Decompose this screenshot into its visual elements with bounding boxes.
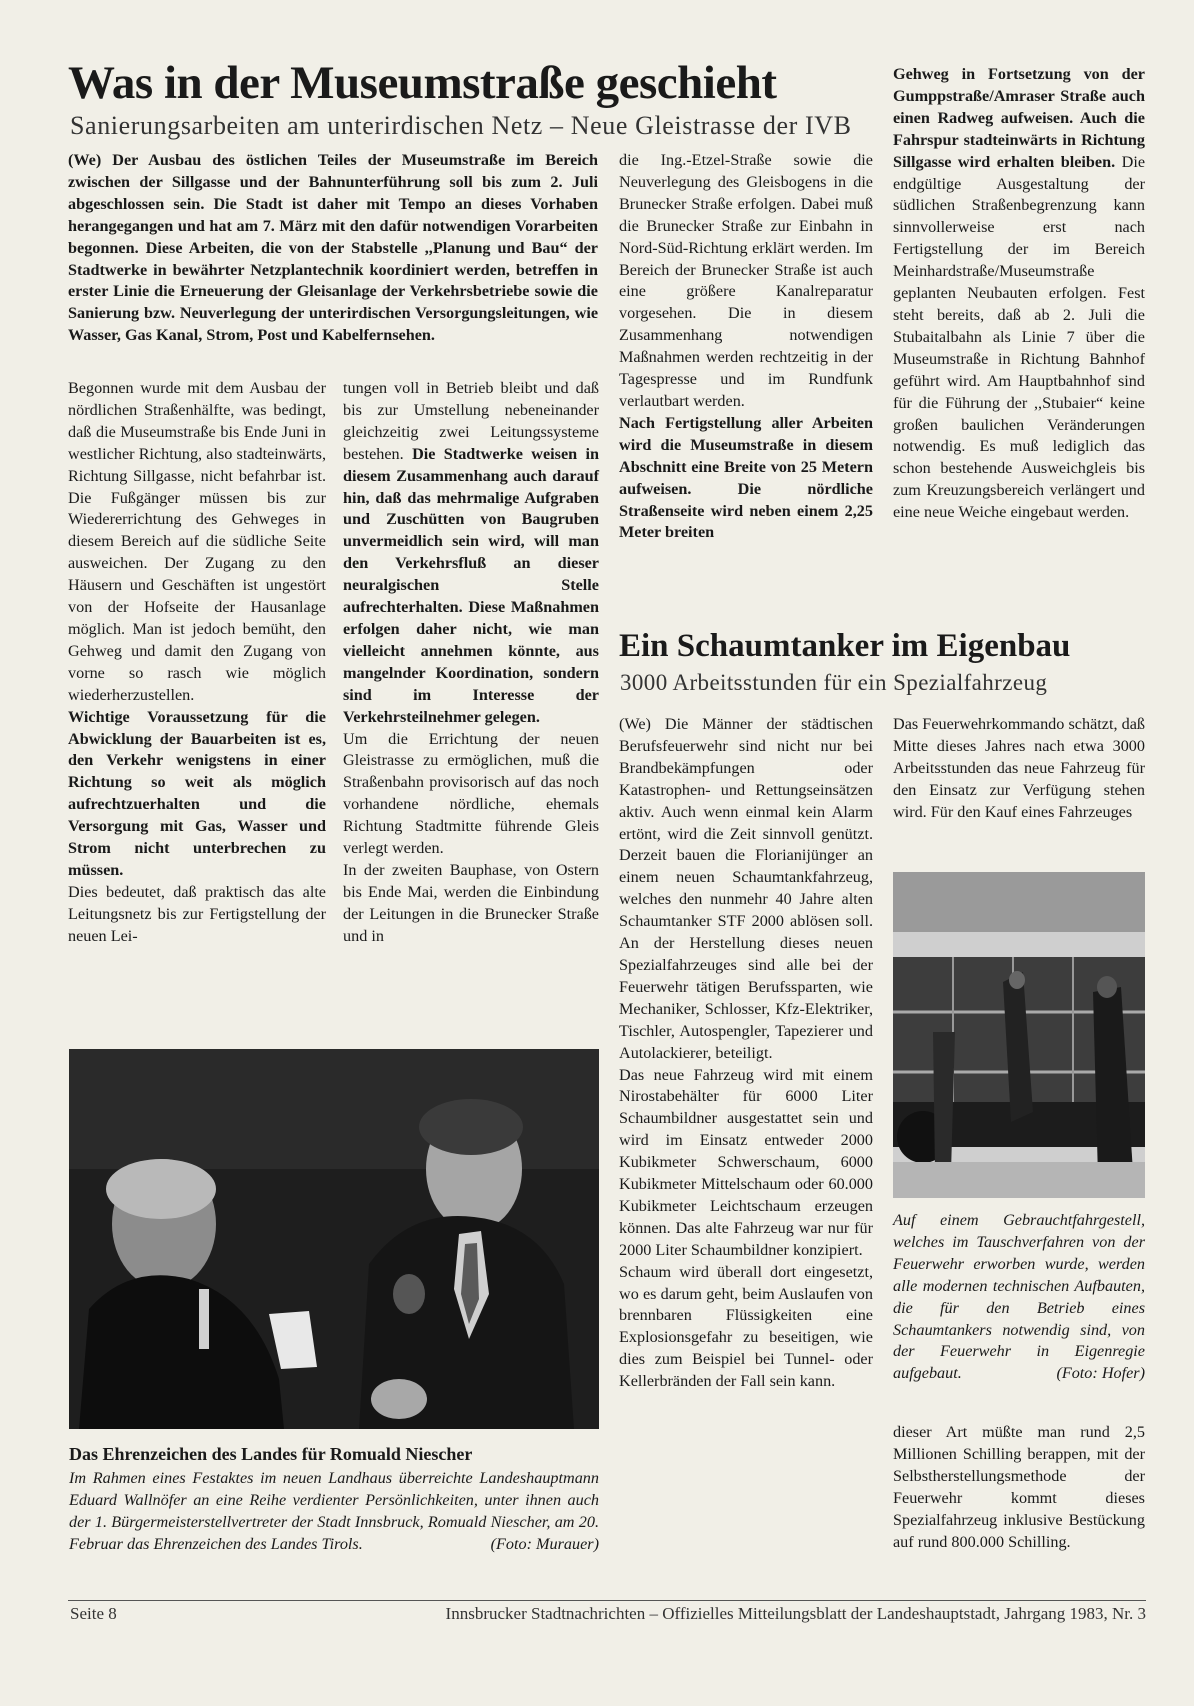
ceremony-photo-caption-text: Im Rahmen eines Festaktes im neuen Landhaus überreichte Landeshauptmann Eduard Wallnöfer an eine Reihe verdienter Persönlichkeiten, unter ihnen auch der 1. Bürgermeisterstellvertreter der Stadt Innsbruck, Romuald Niescher, am 20. Februar das Ehrenzeichen des Landes Tirols. <box>69 1469 599 1553</box>
article1-lead: (We) Der Ausbau des östlichen Teiles der Museumstraße im Bereich zwischen der Sillgasse und der Bahnunterführung soll bis zum 2. Juli abgeschlossen sein. Die Stadt ist daher mit Tempo an dieses Vorhaben herangegangen und hat am 7. März mit den dafür notwendigen Vorarbeiten begonnen. Diese Arbeiten, die von der Stabstelle ,,Planung und Bau“ der Stadtwerke in bewährter Netzplantechnik koordiniert werden, betreffen in erster Linie die Erneuerung der Gleisanlage der Verkehrsbetriebe sowie die Sanierung bzw. Neuverlegung der unterirdischen Versorgungsleitungen, wie Wasser, Gas Kanal, Strom, Post und Kabelfernsehen. <box>68 151 598 345</box>
article2-col1-paragraph: (We) Die Männer der städtischen Berufsfeuerwehr sind nicht nur bei Brandbekämpfungen oder Katastrophen- und Rettungseinsätzen aktiv. Auch wenn einmal kein Alarm ertönt, wird die Zeit sinnvoll genützt. Derzeit bauen die Florianijünger an einem neuen Schaumtankfahrzeug, welches den nunmehr 40 Jahre alten Schaumtanker STF 2000 ablösen soll. An der Herstellung dieses neuen Spezialfahrzeuges sind alle bei der Feuerwehr tätigen Berufssparten, wie Mechaniker, Schlosser, Kfz-Elektriker, Tischler, Autospengler, Tapezierer und Autolackierer, beteiligt. <box>619 715 873 1062</box>
article1-col1-bold-paragraph: Wichtige Voraussetzung für die Abwicklung der Bauarbeiten ist es, den Verkehr wenigstens in einer Richtung so weit als möglich aufrechtzuerhalten und die Versorgung mit Gas, Wasser und Strom nicht unterbrechen zu müssen. <box>68 707 326 879</box>
article2-column-1 <box>619 714 873 1393</box>
fire-truck-photo-caption <box>893 1210 1145 1385</box>
article1-col1-paragraph-2: Dies bedeutet, daß praktisch das alte Leitungsnetz bis zur Fertigstellung der neuen Lei- <box>68 882 326 945</box>
article2-column-2-bottom: dieser Art müßte man rund 2,5 Millionen Schilling berappen, mit der Selbstherstellungsmethode der Feuerwehr kommt dieses Spezialfahrzeug inklusive Bestückung auf rund 800.000 Schilling. <box>893 1423 1145 1551</box>
article2-headline: Ein Schaumtanker im Eigenbau <box>619 628 1071 664</box>
article1-col1-paragraph: Begonnen wurde mit dem Ausbau der nördlichen Straßenhälfte, was bedingt, daß die Museumstraße bis Ende Juni in westlicher Richtung, also stadteinwärts, Richtung Sillgasse, nicht befahrbar ist. Die Fußgänger müssen bis zur Wiedererrichtung des Gehweges in diesem Bereich auf die südliche Seite ausweichen. Der Zugang zu den Häusern und Geschäften ist ungestört von der Hofseite der Hausanlage möglich. Man ist jedoch bemüht, den Gehweg und damit den Zugang von vorne so rasch wie möglich wiederherzustellen. <box>68 379 326 704</box>
article2-col1-paragraph-2: Das neue Fahrzeug wird mit einem Nirostabehälter für 6000 Liter Schaumbildner ausgestattet sein und wird im Einsatz entweder 2000 Kubikmeter Schwerschaum, 6000 Kubikmeter Mittelschaum oder 60.000 Kubikmeter Leichtschaum erzeugen können. Das alte Fahrzeug war nur für 2000 Liter Schaumbildner konzipiert. <box>619 1065 873 1259</box>
ceremony-photo-credit: (Foto: Murauer) <box>490 1535 599 1553</box>
article1-column-2 <box>343 378 599 948</box>
footer-publication: Innsbrucker Stadtnachrichten – Offizielles Mitteilungsblatt der Landeshauptstadt, Jahrgang 1983, Nr. 3 <box>445 1604 1146 1623</box>
fire-truck-photo <box>893 872 1145 1198</box>
fire-truck-photo-illustration <box>893 872 1145 1198</box>
article2-col1-paragraph-3: Schaum wird überall dort eingesetzt, wo es darum geht, beim Auslaufen von brennbaren Flüssigkeiten eine Explosionsgefahr zu beseitigen, wie dies zum Beispiel bei Tunnel- oder Kellerbränden der Fall sein kann. <box>619 1262 873 1391</box>
article1-subhead: Sanierungsarbeiten am unterirdischen Netz – Neue Gleistrasse der IVB <box>70 111 852 140</box>
article1-col4-paragraph: Die endgültige Ausgestaltung der südlichen Straßenbegrenzung kann sinnvollerweise erst nach Fertigstellung der im Bereich Meinhardstraße/Museumstraße geplanten Neubauten erfolgen. Fest steht bereits, daß ab 2. Juli die Stubaitalbahn als Linie 7 über die Museumstraße in Richtung Bahnhof geführt wird. Am Hauptbahnhof sind für die Führung der ,,Stubaier“ keine großen baulichen Veränderungen notwendig. Es muß lediglich das schon bestehende Ausweichgleis bis zum Kreuzungsbereich verlängert und eine neue Weiche eingebaut werden. <box>893 152 1145 522</box>
ceremony-photo-caption-title: Das Ehrenzeichen des Landes für Romuald Niescher <box>69 1444 473 1464</box>
article1-column-3 <box>619 150 873 544</box>
article1-col2-bold-paragraph: Die Stadtwerke weisen in diesem Zusammenhang auch darauf hin, daß das mehrmalige Aufgraben und Zuschütten von Baugruben unvermeidlich sein wird, will man den Verkehrsfluß an dieser neuralgischen Stelle aufrechterhalten. Diese Maßnahmen erfolgen daher nicht, wie man vielleicht annehmen könnte, aus mangelnder Koordination, sondern sind im Interesse der Verkehrsteilnehmer gelegen. <box>343 444 600 726</box>
article2-subhead: 3000 Arbeitsstunden für ein Spezialfahrzeug <box>620 670 1048 695</box>
article1-headline: Was in der Museumstraße geschieht <box>68 57 777 109</box>
article1-col4-bold-paragraph: Gehweg in Fortsetzung von der Gumppstraße/Amraser Straße auch einen Radweg aufweisen. Auch die Fahrspur stadteinwärts in Richtung Sillgasse wird erhalten bleiben. <box>893 65 1145 171</box>
fire-truck-photo-caption-text: Auf einem Gebrauchtfahrgestell, welches im Tauschverfahren von der Feuerwehr erworben wurde, werden alle modernen technischen Aufbauten, die für den Betrieb eines Schaumtankers notwendig sind, von der Feuerwehr in Eigenregie aufgebaut. <box>893 1211 1145 1383</box>
article1-col3-bold-paragraph: Nach Fertigstellung aller Arbeiten wird die Museumstraße in diesem Abschnitt eine Breite von 25 Metern aufweisen. Die nördliche Straßenseite wird neben einem 2,25 Meter breiten <box>619 413 873 542</box>
fire-truck-photo-credit: (Foto: Hofer) <box>1056 1364 1145 1383</box>
ceremony-photo-illustration <box>69 1049 599 1429</box>
footer-page-number: Seite 8 <box>70 1604 117 1623</box>
article1-col2-paragraph: tungen voll in Betrieb bleibt und daß bis zur Umstellung nebeneinander gleichzeitig zwei Leitungssysteme bestehen. <box>343 379 599 463</box>
article1-column-1 <box>68 378 326 948</box>
article2-column-2-top: Das Feuerwehrkommando schätzt, daß Mitte dieses Jahres nach etwa 3000 Arbeitsstunden das neue Fahrzeug für den Einsatz zur Verfügung stehen wird. Für den Kauf eines Fahrzeuges <box>893 715 1145 821</box>
article1-col3-paragraph: die Ing.-Etzel-Straße sowie die Neuverlegung des Gleisbogens in die Brunecker Straße erfolgen. Dabei muß die Brunecker Straße zur Einbahn in Nord-Süd-Richtung erklärt werden. Im Bereich der Brunecker Straße ist auch eine größere Kanalreparatur vorgesehen. Die in diesem Zusammenhang notwendigen Maßnahmen werden rechtzeitig in der Tagespresse und im Rundfunk verlautbart werden. <box>619 151 873 410</box>
ceremony-photo <box>69 1049 599 1429</box>
footer-rule <box>68 1600 1146 1601</box>
article1-col2-paragraph-2: Um die Errichtung der neuen Gleistrasse zu ermöglichen, muß die Straßenbahn provisorisch auf das noch vorhandene nördliche, ehemals Richtung Stadtmitte führende Gleis verlegt werden. <box>343 729 599 858</box>
ceremony-photo-caption <box>69 1467 599 1555</box>
article1-column-4 <box>893 64 1145 524</box>
article1-col2-paragraph-3: In der zweiten Bauphase, von Ostern bis Ende Mai, werden die Einbindung der Leitungen in die Brunecker Straße und in <box>343 860 599 945</box>
